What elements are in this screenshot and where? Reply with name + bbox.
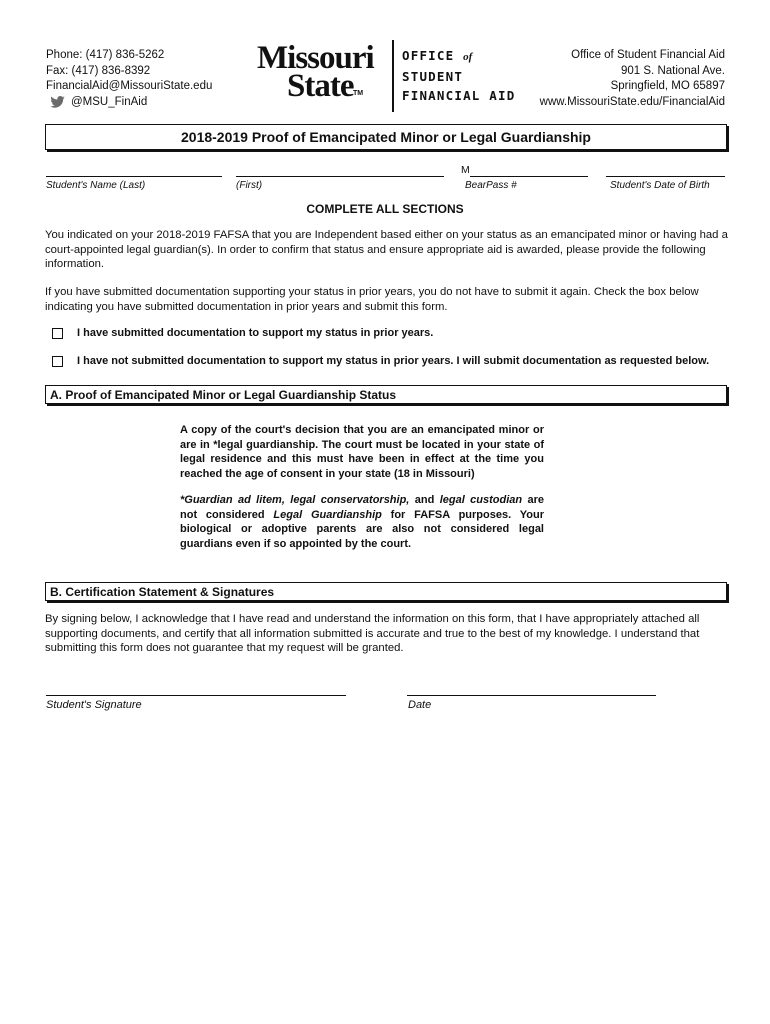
custodian-term: legal custodian bbox=[439, 494, 523, 506]
legal-guardianship-term: Legal Guardianship bbox=[273, 508, 382, 521]
student-signature-field[interactable] bbox=[46, 695, 346, 696]
guardian-terms: *Guardian ad litem, legal conservatorship, bbox=[180, 494, 410, 506]
logo-student: STUDENT bbox=[402, 69, 464, 84]
phone-number: Phone: (417) 836-5262 bbox=[46, 49, 165, 61]
website-link[interactable]: www.MissouriState.edu/FinancialAid bbox=[539, 95, 725, 108]
bearpass-label: BearPass # bbox=[465, 180, 517, 191]
fafsa-purposes-text: for FAFSA purposes. Your biological or adoptive parents are also not considered legal guardians even if so appointed by the court. bbox=[180, 508, 544, 550]
signature-date-label: Date bbox=[408, 699, 432, 711]
section-a-header: A. Proof of Emancipated Minor or Legal Guardianship Status bbox=[45, 385, 727, 404]
section-a-paragraph-2 bbox=[180, 493, 544, 551]
office-name: Office of Student Financial Aid bbox=[571, 49, 725, 61]
logo-financial-aid: FINANCIAL AID bbox=[402, 88, 516, 103]
fax-number: Fax: (417) 836-8392 bbox=[46, 64, 151, 77]
logo-divider bbox=[392, 40, 394, 112]
twitter-bird-icon bbox=[50, 96, 65, 108]
logo-office: OFFICE bbox=[402, 48, 455, 63]
certification-paragraph: By signing below, I acknowledge that I have read and understand the information on this form, that I have appropriately attached all supporting documents, and certify that all information submitted is accurate and true to the best of my knowledge. I understand that submitting this form does not guarantee that my request will be granted. bbox=[45, 613, 700, 654]
logo-of: of bbox=[463, 51, 473, 63]
intro-paragraph: You indicated on your 2018-2019 FAFSA that you are Independent based either on your status as an emancipated minor or having had a court-appointed legal guardian(s). In order to confirm that status and ensure appropriate aid is awarded, please provide the following information. bbox=[45, 229, 728, 270]
twitter-handle-row bbox=[46, 95, 212, 111]
logo-office-text bbox=[402, 46, 515, 105]
bearpass-m-prefix: M bbox=[461, 164, 470, 176]
logo-missouri-word: Missouri bbox=[257, 40, 374, 76]
office-address bbox=[540, 48, 725, 110]
checkbox-row-submitted[interactable] bbox=[52, 327, 433, 339]
last-name-field[interactable] bbox=[46, 176, 222, 177]
not-considered-text: are not considered bbox=[180, 494, 545, 521]
and-text: and bbox=[409, 494, 440, 506]
date-of-birth-field[interactable] bbox=[606, 176, 725, 177]
student-signature-label: Student's Signature bbox=[46, 699, 142, 711]
last-name-label: Student's Name (Last) bbox=[46, 180, 146, 191]
submitted-checkbox-label: I have submitted documentation to support my status in prior years. bbox=[77, 327, 434, 339]
prior-years-paragraph: If you have submitted documentation supporting your status in prior years, you do not have to submit it again. Check the box below indicating you have submitted documentation in prior years and submit this form. bbox=[45, 286, 699, 313]
twitter-handle: @MSU_FinAid bbox=[71, 95, 148, 108]
logo-trademark: TM bbox=[353, 90, 364, 97]
city-state-zip: Springfield, MO 65897 bbox=[610, 80, 725, 92]
first-name-label: (First) bbox=[236, 180, 263, 191]
form-title: 2018-2019 Proof of Emancipated Minor or Legal Guardianship bbox=[45, 124, 727, 150]
not-submitted-checkbox-label: I have not submitted documentation to support my status in prior years. I will submit documentation as requested below. bbox=[77, 355, 710, 367]
bearpass-field[interactable] bbox=[470, 176, 588, 177]
section-a-paragraph-1: A copy of the court's decision that you are an emancipated minor or are in *legal guardianship. The court must be located in your state of legal residence and this must have been in effect at the time you reached the age of consent in your state (18 in Missouri) bbox=[180, 424, 544, 480]
date-of-birth-label: Student's Date of Birth bbox=[610, 180, 710, 191]
street-address: 901 S. National Ave. bbox=[621, 64, 725, 77]
signature-date-field[interactable] bbox=[407, 695, 656, 696]
submitted-checkbox[interactable] bbox=[52, 328, 63, 339]
contact-info bbox=[46, 48, 212, 110]
checkbox-row-not-submitted[interactable] bbox=[52, 355, 709, 367]
missouri-state-logo bbox=[257, 40, 527, 112]
email-address: FinancialAid@MissouriState.edu bbox=[46, 80, 213, 92]
logo-state-word: State bbox=[287, 68, 354, 104]
first-name-field[interactable] bbox=[236, 176, 444, 177]
section-b-header: B. Certification Statement & Signatures bbox=[45, 582, 727, 601]
complete-all-heading: COMPLETE ALL SECTIONS bbox=[306, 202, 464, 216]
not-submitted-checkbox[interactable] bbox=[52, 356, 63, 367]
